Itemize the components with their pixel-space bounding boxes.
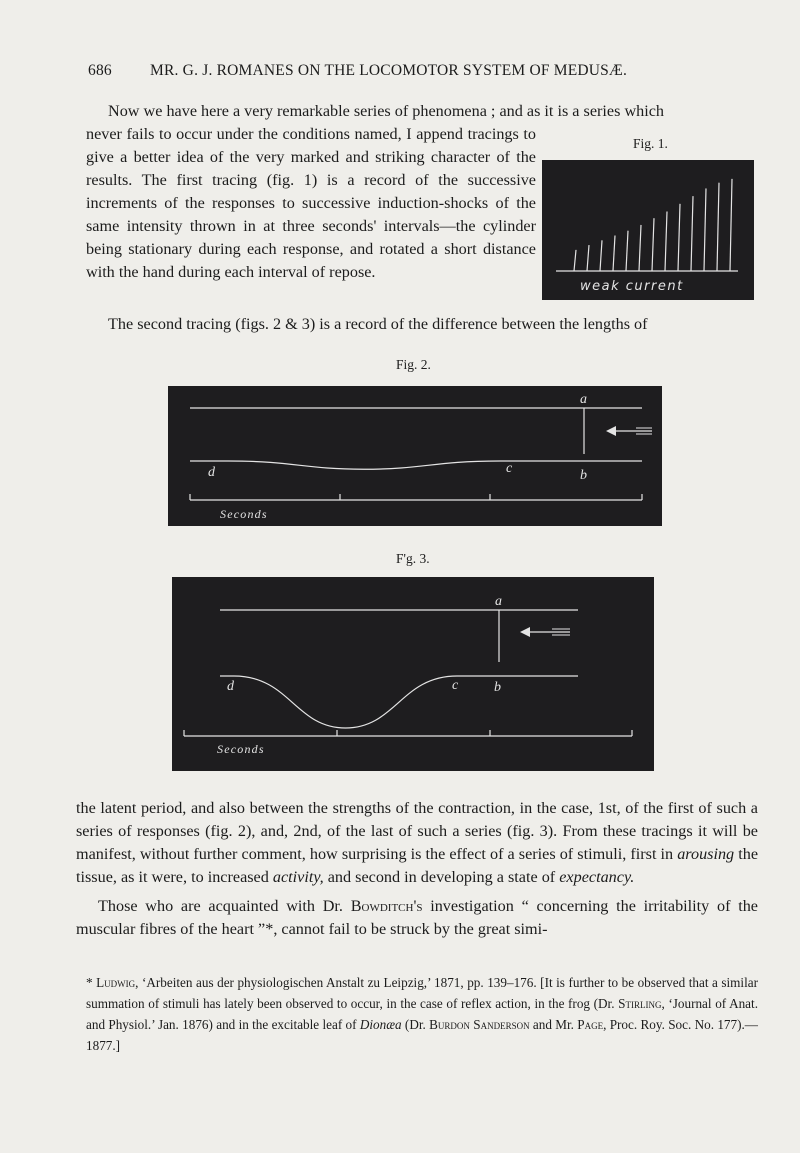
fig3-seconds-label: Seconds — [217, 742, 265, 756]
fig2-label-a: a — [580, 392, 587, 407]
fig3-label-c: c — [452, 678, 459, 693]
fig1-response-stroke — [613, 235, 615, 271]
figure-1-tracing — [542, 160, 754, 300]
fig1-response-stroke — [639, 225, 641, 271]
footnote: * Ludwig, ‘Arbeiten aus der physiologischen Anstalt zu Leipzig,’ 1871, pp. 139–176. [It is further to be observed that a similar summation of stimuli has lately been observed to occur, in the case of reflex action, in the frog (Dr. Stirling, ‘Journal of Anat. and Physiol.’ Jan. 1876) and in the excitable leaf of Dionæa (Dr. Burdon Sanderson and Mr. Page, Proc. Roy. Soc. No. 177).—1877.] — [86, 975, 758, 1053]
paragraph-1-first-line: Now we have here a very remarkable series of phenomena ; and as it is a series which — [108, 102, 665, 120]
fig3-label-d: d — [227, 679, 234, 694]
fig2-label-c: c — [506, 461, 513, 476]
page-number: 686 — [88, 62, 112, 79]
fig2-contraction-curve — [190, 461, 642, 469]
fig3-contraction-curve — [220, 676, 578, 728]
fig2-caption: Fig. 2. — [396, 357, 431, 372]
fig1-response-stroke — [665, 211, 667, 271]
fig1-response-stroke — [678, 204, 680, 271]
paragraph-2: The second tracing (figs. 2 & 3) is a record of the difference between the lengths of — [108, 315, 648, 333]
fig3-label-a: a — [495, 594, 502, 609]
fig1-response-stroke — [704, 188, 706, 271]
fig2-arrow-icon — [606, 426, 652, 436]
fig2-label-d: d — [208, 465, 215, 480]
fig1-caption: Fig. 1. — [633, 136, 668, 151]
figure-3 — [172, 577, 654, 771]
figure-2 — [168, 386, 662, 526]
fig1-response-stroke — [600, 240, 602, 271]
fig1-response-stroke — [574, 250, 576, 271]
fig1-response-stroke — [730, 179, 732, 271]
fig1-response-stroke — [587, 245, 589, 271]
figure-3-tracing — [172, 577, 654, 771]
running-title: MR. G. J. ROMANES ON THE LOCOMOTOR SYSTEM OF MEDUSÆ. — [150, 62, 628, 79]
figure-1 — [542, 160, 754, 300]
fig1-label: weak current — [580, 279, 684, 294]
fig3-label-b: b — [494, 680, 501, 695]
fig3-arrow-icon — [520, 627, 570, 637]
fig1-response-stroke — [626, 231, 628, 271]
fig1-response-stroke — [717, 183, 719, 271]
paragraph-4: Those who are acquainted with Dr. Bowditch's investigation “ concerning the irritability of the muscular fibres of the heart ”*, cannot fail to be struck by the great simi- — [76, 897, 758, 938]
fig2-seconds-label: Seconds — [220, 507, 268, 521]
fig1-response-stroke — [691, 196, 693, 271]
paragraph-3: the latent period, and also between the strengths of the contraction, in the case, 1st, of the first of such a series of responses (fig. 2), and, 2nd, of the last of such a series (fig. 3). From these tracings it will be manifest, without further comment, how surprising is the effect of a series of stimuli, first in arousing the tissue, as it were, to increased activity, and second in developing a state of expectancy. Those who are acquainted with Dr. Bowditch's investigation “ concerning the irritability of the muscular fibres of the heart ”*, cannot fail to be struck by the great simi- — [76, 797, 758, 941]
fig2-label-b: b — [580, 468, 587, 483]
paragraph-1: never fails to occur under the conditions named, I append tracings to give a better idea of the very marked and striking character of the results. The first tracing (fig. 1) is a record of the successive increments of the responses to successive induction-shocks of the same intensity thrown in at three seconds' intervals—the cylinder being stationary during each response, and rotated a short distance with the hand during each interval of repose. — [86, 125, 536, 281]
figure-2-tracing — [168, 386, 662, 526]
fig1-response-stroke — [652, 218, 654, 271]
fig3-caption: F'g. 3. — [396, 551, 430, 566]
